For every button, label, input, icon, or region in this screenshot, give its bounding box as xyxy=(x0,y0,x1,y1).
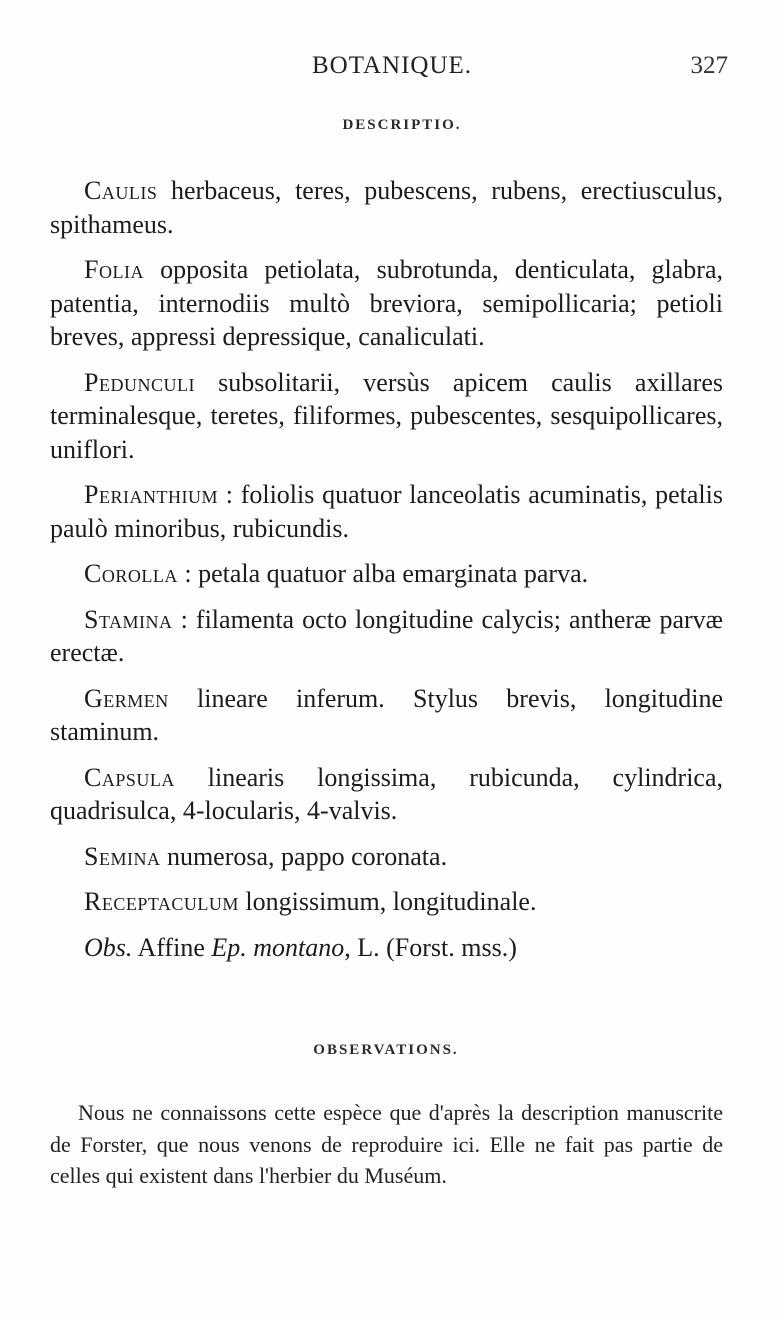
paragraph-receptaculum xyxy=(50,885,723,919)
paragraph-text: : filamenta octo longitudine calycis; antheræ parvæ erectæ. xyxy=(50,604,723,667)
paragraph-folia xyxy=(50,253,723,354)
observations-paragraph: Nous ne connaissons cette espèce que d'après la description manuscrite de Forster, que nous venons de reproduire ici. Elle ne fait pas partie de celles qui existent dans l'herbier du Muséum. xyxy=(50,1100,723,1188)
description-heading: DESCRIPTIO. xyxy=(342,117,462,133)
paragraph-germen xyxy=(50,682,723,749)
obs-note xyxy=(50,931,723,965)
paragraph-text: numerosa, pappo coronata. xyxy=(160,841,448,871)
term: Capsula xyxy=(84,762,175,792)
paragraph-semina xyxy=(50,840,723,874)
obs-text-1: Affine xyxy=(132,932,212,962)
page-number: 327 xyxy=(690,52,728,79)
term: Receptaculum xyxy=(84,887,239,916)
paragraph-text: lineare inferum. Stylus brevis, longitudine staminum. xyxy=(50,683,723,746)
paragraph-pedunculi xyxy=(50,366,723,467)
running-title: BOTANIQUE. xyxy=(312,52,473,79)
term: Pedunculi xyxy=(84,367,195,397)
description-text xyxy=(50,174,723,976)
running-head xyxy=(0,50,780,84)
paragraph-text: linearis longissima, rubicunda, cylindrica, quadrisulca, 4-locularis, 4-valvis. xyxy=(50,762,723,825)
term: Germen xyxy=(84,683,169,713)
paragraph-capsula xyxy=(50,761,723,828)
species-name: Ep. montano xyxy=(211,932,345,962)
observations-heading: OBSERVATIONS. xyxy=(313,1042,459,1058)
paragraph-corolla xyxy=(50,557,723,591)
term: Semina xyxy=(84,841,161,871)
paragraph-stamina xyxy=(50,603,723,670)
term: Perianthium xyxy=(84,480,218,509)
obs-label: Obs. xyxy=(84,932,133,962)
term: Stamina xyxy=(84,604,173,634)
term: Corolla xyxy=(84,559,178,588)
paragraph-text: longissimum, longitudinale. xyxy=(238,887,537,916)
paragraph-text: subsolitarii, versùs apicem caulis axillares terminalesque, teretes, filiformes, pubescentes, sesquipollicares, uniflori. xyxy=(50,367,723,464)
observations-text xyxy=(50,1097,723,1192)
paragraph-text: opposita petiolata, subrotunda, denticulata, glabra, patentia, internodiis multò breviora, semipollicaria; petioli breves, appressi depressique, canaliculati. xyxy=(50,255,723,351)
term: Caulis xyxy=(84,176,158,205)
paragraph-text: : petala quatuor alba emarginata parva. xyxy=(177,559,589,588)
paragraph-text: : foliolis quatuor lanceolatis acuminatis, petalis paulò minoribus, rubicundis. xyxy=(50,480,723,543)
paragraph-perianthium xyxy=(50,478,723,545)
term: Folia xyxy=(84,255,144,284)
paragraph-text: herbaceus, teres, pubescens, rubens, erectiusculus, spithameus. xyxy=(50,176,723,239)
paragraph-caulis xyxy=(50,174,723,241)
obs-text-2: , L. (Forst. mss.) xyxy=(344,932,517,962)
